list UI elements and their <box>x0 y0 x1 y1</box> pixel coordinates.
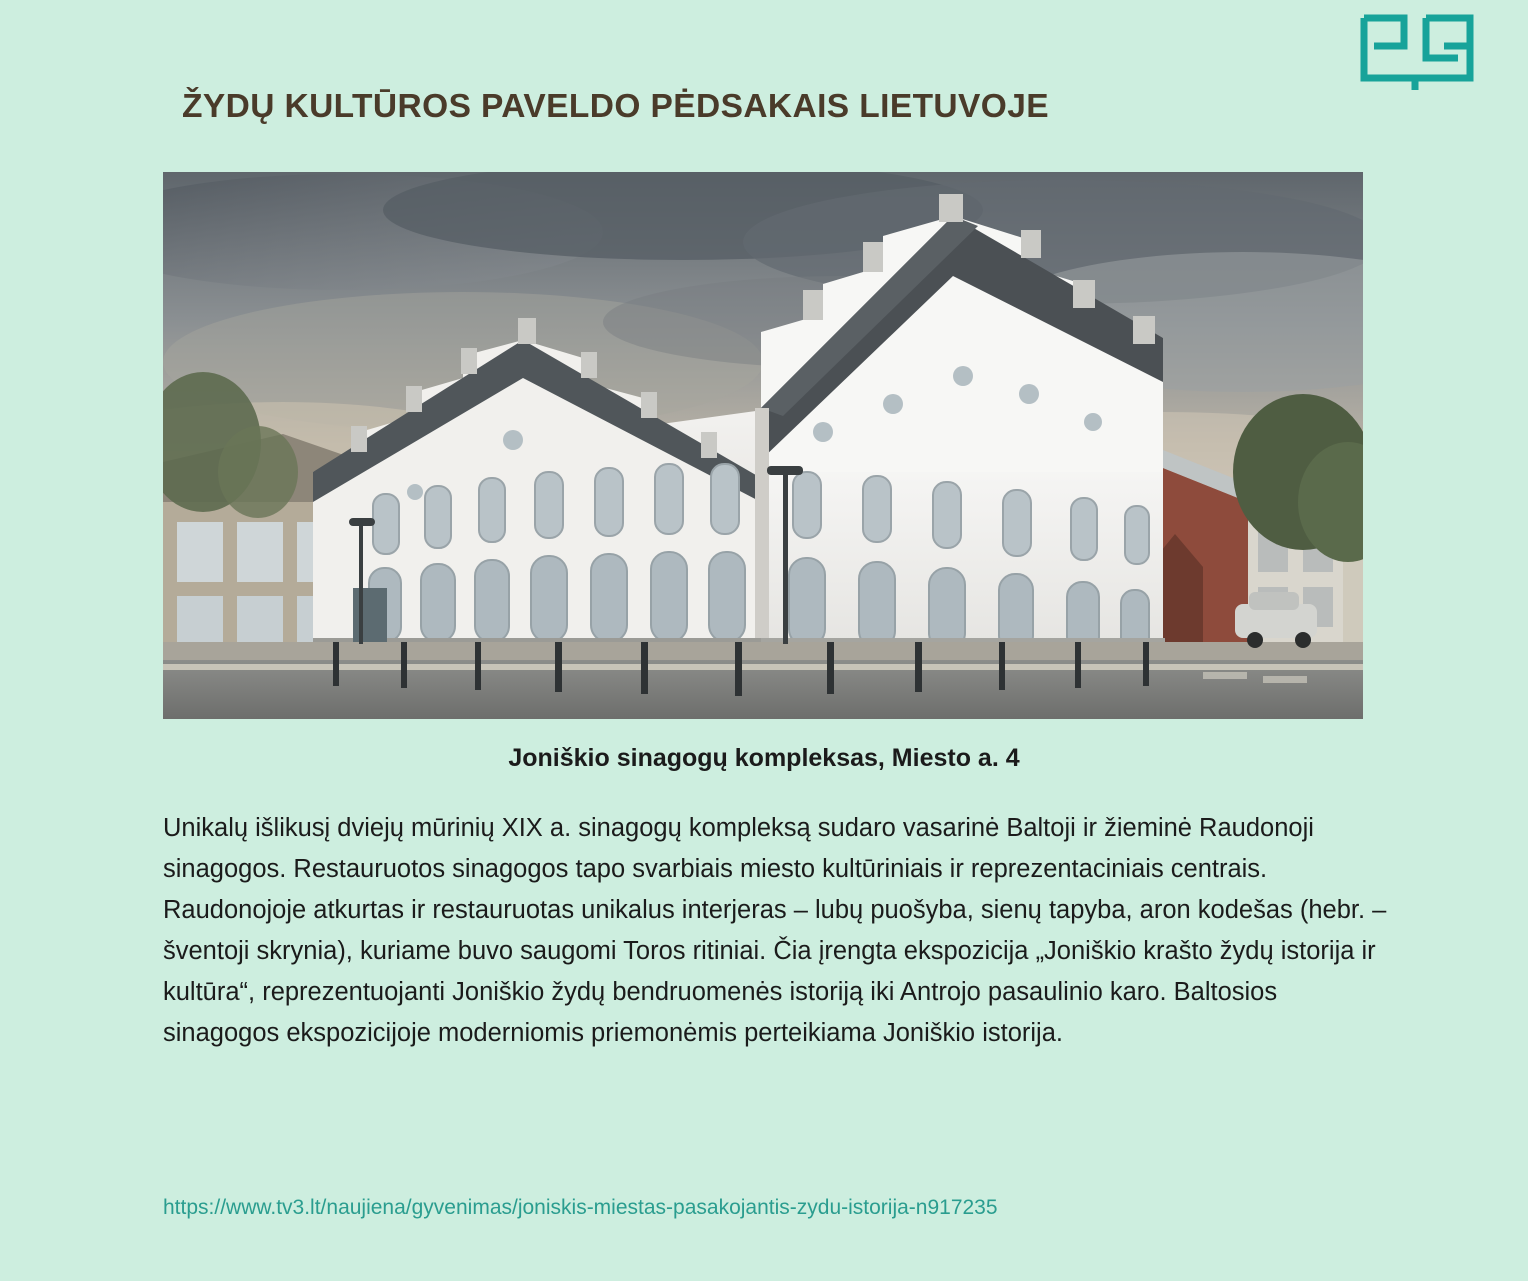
header <box>160 62 1470 152</box>
image-caption: Joniškio sinagogų kompleksas, Miesto a. 4 <box>508 744 1020 772</box>
body-paragraph: Unikalų išlikusį dviejų mūrinių XIX a. sinagogų kompleksą sudaro vasarinė Baltoji ir žieminė Raudonoji sinagogos. Restauruotos sinagogos tapo svarbiais miesto kultūriniais ir reprezentaciniais centrais. Raudonojoje atkurtas ir restauruotas unikalus interjeras – lubų puošyba, sienų tapyba, aron kodešas (hebr. – šventoji skrynia), kuriame buvo saugomi Toros ritiniai. Čia įrengta ekspozicija „Joniškio krašto žydų istorija ir kultūra“, reprezentuojanti Joniškio žydų bendruomenės istoriją iki Antrojo pasaulinio karo. Baltosios sinagogos ekspozicijoje moderniomis priemonėmis perteikiama Joniškio istorija. <box>163 814 1387 1047</box>
open-book-icon <box>1358 6 1478 94</box>
page-title: ŽYDŲ KULTŪROS PAVELDO PĖDSAKAIS LIETUVOJE <box>182 87 1050 125</box>
source-link[interactable]: https://www.tv3.lt/naujiena/gyvenimas/joniskis-miestas-pasakojantis-zydu-istorija-n917235 <box>163 1196 998 1219</box>
synagogue-photo <box>163 172 1363 719</box>
